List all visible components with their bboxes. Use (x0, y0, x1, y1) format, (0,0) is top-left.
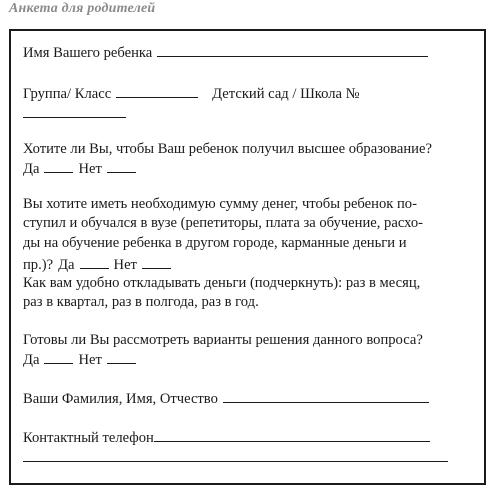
q2-answer-row (23, 255, 171, 274)
q2-text-line4: пр.)? (23, 257, 54, 273)
q1-no-label: Нет (78, 161, 102, 177)
fio-label: Ваши Фамилия, Имя, Отчество (23, 391, 218, 407)
q1-yes-label: Да (23, 161, 40, 177)
phone-extra-field[interactable] (23, 461, 448, 462)
q4-no-label: Нет (78, 352, 102, 368)
group-label: Группа/ Класс (23, 86, 112, 102)
q3-text-line1: Как вам удобно откладывать деньги (подчеркнуть): раз в месяц, (23, 275, 421, 291)
child-name-row (23, 43, 428, 62)
q1-yes-field[interactable] (44, 159, 73, 173)
child-name-field[interactable] (157, 43, 428, 57)
q1-text: Хотите ли Вы, чтобы Ваш ребенок получил высшее образование? (23, 141, 432, 157)
q3-text-line2: раз в квартал, раз в полгода, раз в год. (23, 294, 259, 310)
group-field[interactable] (116, 84, 198, 98)
q4-yes-field[interactable] (44, 350, 73, 364)
child-name-label: Имя Вашего ребенка (23, 45, 153, 61)
q2-text-line1: Вы хотите иметь необходимую сумму денег, чтобы ребенок по- (23, 196, 417, 212)
q2-text-line3: ды на обучение ребенка в другом городе, карманные деньги и (23, 235, 407, 251)
q1-answer-row (23, 159, 136, 178)
fio-field[interactable] (223, 389, 429, 403)
phone-label: Контактный телефон (23, 430, 154, 446)
school-number-field[interactable] (23, 117, 126, 118)
q2-text-line2: ступил и обучался в вузе (репетиторы, плата за обучение, расхо- (23, 215, 424, 231)
group-school-row (23, 84, 360, 103)
phone-field[interactable] (154, 428, 430, 442)
q4-answer-row (23, 350, 136, 369)
q2-yes-label: Да (58, 257, 75, 273)
phone-row (23, 428, 430, 447)
q2-yes-field[interactable] (80, 255, 109, 269)
q2-no-label: Нет (113, 257, 137, 273)
fio-row (23, 389, 429, 408)
q2-no-field[interactable] (142, 255, 171, 269)
q4-yes-label: Да (23, 352, 40, 368)
page-title: Анкета для родителей (9, 1, 156, 16)
q4-text: Готовы ли Вы рассмотреть варианты решения данного вопроса? (23, 332, 423, 348)
q4-no-field[interactable] (107, 350, 136, 364)
q1-no-field[interactable] (107, 159, 136, 173)
school-label: Детский сад / Школа № (212, 86, 360, 102)
